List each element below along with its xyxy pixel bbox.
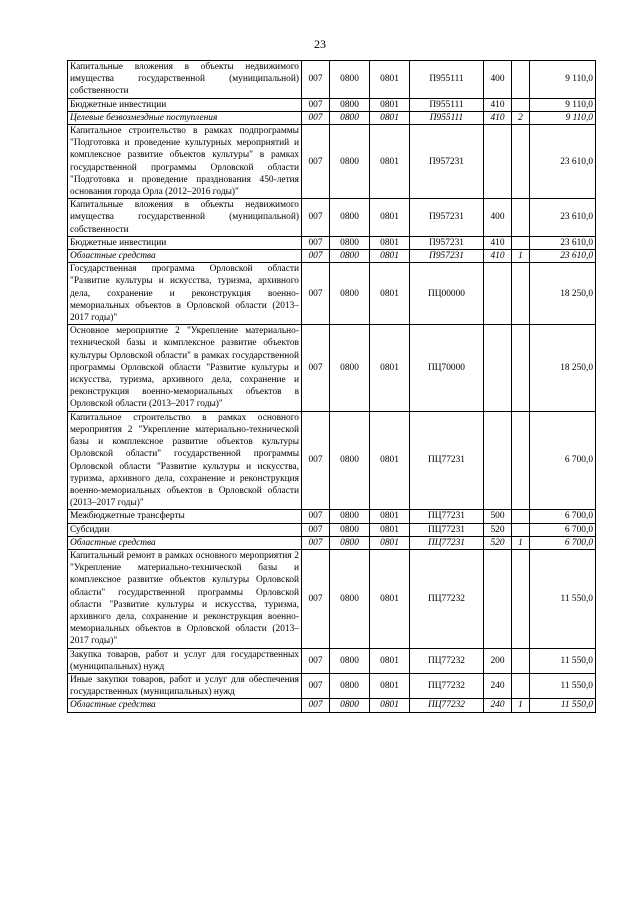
row-rz: 0800 bbox=[330, 523, 370, 536]
row-gr: 007 bbox=[302, 325, 330, 411]
table-row bbox=[68, 125, 596, 199]
row-amount: 11 550,0 bbox=[530, 648, 596, 673]
row-vr: 400 bbox=[484, 199, 512, 237]
row-pr: 0801 bbox=[370, 125, 410, 199]
row-name: Закупка товаров, работ и услуг для государственных (муниципальных) нужд bbox=[68, 648, 302, 673]
row-amount: 6 700,0 bbox=[530, 411, 596, 510]
row-amount: 11 550,0 bbox=[530, 699, 596, 712]
row-gr: 007 bbox=[302, 111, 330, 124]
row-csr: ПЦ77231 bbox=[410, 536, 484, 549]
page-number: 23 bbox=[314, 37, 326, 51]
row-gr: 007 bbox=[302, 125, 330, 199]
table-row bbox=[68, 673, 596, 698]
row-amount: 6 700,0 bbox=[530, 523, 596, 536]
row-pr: 0801 bbox=[370, 648, 410, 673]
row-pr: 0801 bbox=[370, 111, 410, 124]
row-rz: 0800 bbox=[330, 250, 370, 263]
row-vr: 200 bbox=[484, 648, 512, 673]
row-name: Капитальные вложения в объекты недвижимого имущества государственной (муниципальной) собственности bbox=[68, 61, 302, 99]
row-vr bbox=[484, 263, 512, 325]
row-vr: 410 bbox=[484, 98, 512, 111]
row-gr: 007 bbox=[302, 98, 330, 111]
row-src bbox=[512, 125, 530, 199]
row-vr bbox=[484, 325, 512, 411]
table-row bbox=[68, 510, 596, 523]
row-csr: ПЦ77231 bbox=[410, 523, 484, 536]
row-amount: 9 110,0 bbox=[530, 98, 596, 111]
row-src bbox=[512, 325, 530, 411]
table-row bbox=[68, 648, 596, 673]
row-csr: ПЦ77232 bbox=[410, 549, 484, 648]
row-rz: 0800 bbox=[330, 510, 370, 523]
table-row bbox=[68, 325, 596, 411]
row-amount: 18 250,0 bbox=[530, 325, 596, 411]
row-vr: 410 bbox=[484, 250, 512, 263]
table-row bbox=[68, 98, 596, 111]
table-row bbox=[68, 111, 596, 124]
table-row bbox=[68, 263, 596, 325]
row-amount: 23 610,0 bbox=[530, 125, 596, 199]
row-name: Областные средства bbox=[68, 536, 302, 549]
row-gr: 007 bbox=[302, 648, 330, 673]
row-name: Межбюджетные трансферты bbox=[68, 510, 302, 523]
row-pr: 0801 bbox=[370, 673, 410, 698]
row-csr: П957231 bbox=[410, 250, 484, 263]
row-rz: 0800 bbox=[330, 325, 370, 411]
table-body bbox=[68, 61, 596, 713]
row-src bbox=[512, 236, 530, 249]
row-vr bbox=[484, 411, 512, 510]
row-vr: 240 bbox=[484, 699, 512, 712]
table-row bbox=[68, 523, 596, 536]
row-pr: 0801 bbox=[370, 549, 410, 648]
row-pr: 0801 bbox=[370, 199, 410, 237]
row-amount: 23 610,0 bbox=[530, 236, 596, 249]
table-row bbox=[68, 536, 596, 549]
row-amount: 23 610,0 bbox=[530, 199, 596, 237]
row-src: 1 bbox=[512, 536, 530, 549]
row-rz: 0800 bbox=[330, 673, 370, 698]
row-gr: 007 bbox=[302, 250, 330, 263]
row-amount: 18 250,0 bbox=[530, 263, 596, 325]
row-src: 1 bbox=[512, 699, 530, 712]
table-row bbox=[68, 199, 596, 237]
row-pr: 0801 bbox=[370, 510, 410, 523]
row-csr: ПЦ77232 bbox=[410, 699, 484, 712]
row-name: Капитальное строительство в рамках подпрограммы "Подготовка и проведение культурных мероприятий и комплексное развитие объектов культуры" в рамках государственной программы Орловской области "Подготовка и проведение празднования 450-летия основания города Орла (2012–2016 годы)" bbox=[68, 125, 302, 199]
row-rz: 0800 bbox=[330, 648, 370, 673]
row-src bbox=[512, 61, 530, 99]
table-row bbox=[68, 411, 596, 510]
row-vr: 520 bbox=[484, 536, 512, 549]
row-pr: 0801 bbox=[370, 263, 410, 325]
row-rz: 0800 bbox=[330, 549, 370, 648]
row-csr: П955111 bbox=[410, 111, 484, 124]
row-src bbox=[512, 510, 530, 523]
row-name: Бюджетные инвестиции bbox=[68, 98, 302, 111]
row-name: Основное мероприятие 2 "Укрепление материально-технической базы и комплексное развитие объектов культуры Орловской области" в рамках государственной программы Орловской области "Развитие культуры и искусства, туризма, архивного дела, сохранение и реконструкция военно-мемориальных объектов в Орловской области (2013–2017 годы)" bbox=[68, 325, 302, 411]
row-pr: 0801 bbox=[370, 536, 410, 549]
row-gr: 007 bbox=[302, 673, 330, 698]
row-src bbox=[512, 648, 530, 673]
row-pr: 0801 bbox=[370, 325, 410, 411]
row-name: Капитальное строительство в рамках основного мероприятия 2 "Укрепление материально-технической базы и комплексное развитие объектов культуры Орловской области" государственной программы Орловской области "Развитие культуры и искусства, туризма, архивного дела, сохранение и реконструкция военно-мемориальных объектов в Орловской области (2013–2017 годы)" bbox=[68, 411, 302, 510]
row-vr bbox=[484, 549, 512, 648]
row-gr: 007 bbox=[302, 199, 330, 237]
row-vr bbox=[484, 125, 512, 199]
row-gr: 007 bbox=[302, 536, 330, 549]
row-name: Целевые безвозмездные поступления bbox=[68, 111, 302, 124]
row-src bbox=[512, 673, 530, 698]
row-rz: 0800 bbox=[330, 263, 370, 325]
row-vr: 410 bbox=[484, 236, 512, 249]
row-amount: 9 110,0 bbox=[530, 61, 596, 99]
table-row bbox=[68, 699, 596, 712]
row-name: Субсидии bbox=[68, 523, 302, 536]
row-rz: 0800 bbox=[330, 411, 370, 510]
row-src bbox=[512, 199, 530, 237]
row-pr: 0801 bbox=[370, 236, 410, 249]
row-name: Капитальный ремонт в рамках основного мероприятия 2 "Укрепление материально-технической базы и комплексное развитие объектов культуры Орловской области" государственной программы Орловской области "Развитие культуры и искусства, туризма, архивного дела, сохранение и реконструкция военно-мемориальных объектов в Орловской области (2013–2017 годы)" bbox=[68, 549, 302, 648]
row-name: Государственная программа Орловской области "Развитие культуры и искусства, туризма, архивного дела, сохранение и реконструкция военно-мемориальных объектов в Орловской области (2013–2017 годы)" bbox=[68, 263, 302, 325]
row-pr: 0801 bbox=[370, 61, 410, 99]
table-row bbox=[68, 236, 596, 249]
row-csr: П957231 bbox=[410, 125, 484, 199]
row-gr: 007 bbox=[302, 263, 330, 325]
table-row bbox=[68, 61, 596, 99]
row-amount: 6 700,0 bbox=[530, 536, 596, 549]
row-pr: 0801 bbox=[370, 699, 410, 712]
budget-table bbox=[67, 60, 596, 713]
table-row bbox=[68, 549, 596, 648]
row-csr: ПЦ77232 bbox=[410, 648, 484, 673]
row-rz: 0800 bbox=[330, 125, 370, 199]
row-gr: 007 bbox=[302, 699, 330, 712]
row-vr: 520 bbox=[484, 523, 512, 536]
row-src: 2 bbox=[512, 111, 530, 124]
row-src bbox=[512, 411, 530, 510]
row-rz: 0800 bbox=[330, 199, 370, 237]
row-name: Иные закупки товаров, работ и услуг для обеспечения государственных (муниципальных) нужд bbox=[68, 673, 302, 698]
row-csr: П957231 bbox=[410, 236, 484, 249]
row-csr: ПЦ77231 bbox=[410, 510, 484, 523]
row-gr: 007 bbox=[302, 549, 330, 648]
row-vr: 240 bbox=[484, 673, 512, 698]
row-src bbox=[512, 549, 530, 648]
row-name: Капитальные вложения в объекты недвижимого имущества государственной (муниципальной) собственности bbox=[68, 199, 302, 237]
row-amount: 9 110,0 bbox=[530, 111, 596, 124]
row-vr: 410 bbox=[484, 111, 512, 124]
row-gr: 007 bbox=[302, 523, 330, 536]
row-gr: 007 bbox=[302, 411, 330, 510]
row-pr: 0801 bbox=[370, 98, 410, 111]
row-name: Областные средства bbox=[68, 699, 302, 712]
row-gr: 007 bbox=[302, 510, 330, 523]
row-amount: 6 700,0 bbox=[530, 510, 596, 523]
row-name: Бюджетные инвестиции bbox=[68, 236, 302, 249]
row-pr: 0801 bbox=[370, 250, 410, 263]
row-src bbox=[512, 98, 530, 111]
row-csr: ПЦ77232 bbox=[410, 673, 484, 698]
row-src: 1 bbox=[512, 250, 530, 263]
row-csr: П955111 bbox=[410, 98, 484, 111]
row-amount: 23 610,0 bbox=[530, 250, 596, 263]
row-rz: 0800 bbox=[330, 536, 370, 549]
row-rz: 0800 bbox=[330, 98, 370, 111]
row-rz: 0800 bbox=[330, 699, 370, 712]
row-csr: П957231 bbox=[410, 199, 484, 237]
row-csr: П955111 bbox=[410, 61, 484, 99]
row-rz: 0800 bbox=[330, 111, 370, 124]
row-amount: 11 550,0 bbox=[530, 673, 596, 698]
row-src bbox=[512, 263, 530, 325]
row-csr: ПЦ77231 bbox=[410, 411, 484, 510]
row-vr: 400 bbox=[484, 61, 512, 99]
row-csr: ПЦ00000 bbox=[410, 263, 484, 325]
row-rz: 0800 bbox=[330, 236, 370, 249]
row-amount: 11 550,0 bbox=[530, 549, 596, 648]
row-name: Областные средства bbox=[68, 250, 302, 263]
row-pr: 0801 bbox=[370, 523, 410, 536]
table-row bbox=[68, 250, 596, 263]
row-pr: 0801 bbox=[370, 411, 410, 510]
row-gr: 007 bbox=[302, 236, 330, 249]
row-rz: 0800 bbox=[330, 61, 370, 99]
row-src bbox=[512, 523, 530, 536]
row-gr: 007 bbox=[302, 61, 330, 99]
row-csr: ПЦ70000 bbox=[410, 325, 484, 411]
row-vr: 500 bbox=[484, 510, 512, 523]
